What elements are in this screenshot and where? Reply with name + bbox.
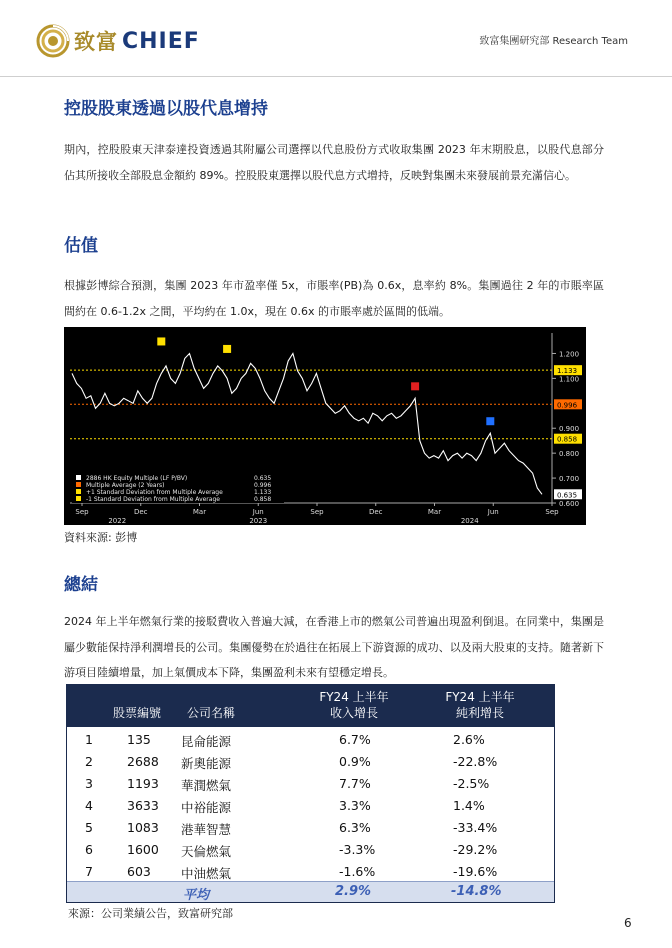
logo-text-cn: 致富 [74, 29, 118, 54]
legend-swatch [76, 475, 81, 480]
cell-code: 603 [127, 864, 151, 879]
x-tick-label: Sep [310, 508, 324, 516]
event-marker [486, 417, 494, 425]
legend-value: 1.133 [254, 489, 272, 496]
cell-revenue: 0.9% [339, 754, 371, 769]
logo-swirl-icon [36, 24, 70, 58]
table-row [67, 773, 554, 795]
x-year-label: 2022 [108, 517, 127, 525]
average-revenue: 2.9% [335, 884, 372, 899]
cell-profit: 2.6% [453, 732, 485, 747]
average-profit: -14.8% [451, 884, 502, 899]
section-paragraph-summary: 2024 年上半年燃氣行業的接駁費收入普遍大減，在香港上市的燃氣公司普遍出現盈利倒退。在同業中，集團是屬少數能保持淨利潤增長的公司。集團優勢在於過往在拓展上下游資源的成功、以及兩大股東的支持。隨著新下游項目陸續增量，加上氣價成本下降，集團盈利未來有望穩定增長。 [64, 615, 604, 679]
x-tick-label: Jun [487, 508, 499, 516]
cell-profit: -29.2% [453, 842, 498, 857]
table-row [67, 861, 554, 883]
table-average-row [67, 881, 554, 902]
cell-name: 中裕能源 [181, 800, 232, 815]
average-label: 平均 [183, 888, 210, 903]
cell-no: 7 [85, 864, 93, 879]
cell-name: 華潤燃氣 [181, 778, 232, 793]
x-tick-label: Mar [427, 508, 442, 516]
section-title-shareholder: 控股股東透過以股代息增持 [64, 99, 268, 119]
last-value-label: 0.635 [557, 491, 578, 500]
y-tick-label: 0.900 [559, 425, 580, 434]
cell-name: 昆侖能源 [181, 734, 232, 749]
table-row [67, 817, 554, 839]
x-tick-label: Jun [252, 508, 264, 516]
cell-code: 2688 [127, 754, 159, 769]
cell-code: 1600 [127, 842, 159, 857]
cell-profit: 1.4% [453, 798, 485, 813]
cell-code: 1083 [127, 820, 159, 835]
company-logo [36, 24, 200, 58]
y-tick-label: 1.200 [559, 350, 580, 359]
cell-name: 新奧能源 [181, 756, 232, 771]
legend-label: +1 Standard Deviation from Multiple Average [86, 489, 223, 496]
cell-revenue: -1.6% [339, 864, 376, 879]
reference-label: 0.996 [557, 401, 578, 410]
y-tick-label: 0.600 [559, 500, 580, 508]
x-year-label: 2023 [249, 517, 268, 525]
table-row [67, 751, 554, 773]
cell-profit: -33.4% [453, 820, 498, 835]
cell-revenue: 6.7% [339, 732, 371, 747]
cell-code: 135 [127, 732, 151, 747]
cell-no: 6 [85, 842, 93, 857]
section-paragraph-shareholder: 期內，控股股東天津泰達投資透過其附屬公司選擇以代息股份方式收取集團 2023 年末期股息，以股代息部分佔其所接收全部股息金額約 89%。控股股東選擇以股代息方式增持，反映對集團未來發展前景充滿信心。 [64, 143, 604, 182]
legend-swatch [76, 482, 81, 487]
x-tick-label: Sep [545, 508, 559, 516]
cell-no: 5 [85, 820, 93, 835]
cell-no: 1 [85, 732, 93, 747]
header-team-label: 致富集團研究部 Research Team [479, 36, 628, 47]
cell-revenue: 6.3% [339, 820, 371, 835]
table-row [67, 839, 554, 861]
cell-no: 4 [85, 798, 93, 813]
cell-name: 中油燃氣 [181, 866, 232, 881]
header-divider [0, 76, 672, 77]
event-marker [157, 337, 165, 345]
header-code: 股票編號 [112, 706, 161, 720]
x-year-label: 2024 [460, 517, 479, 525]
pb-band-chart [64, 327, 586, 525]
table-row [67, 795, 554, 817]
peer-comparison-table [66, 684, 555, 903]
legend-swatch [76, 489, 81, 494]
header-name: 公司名稱 [186, 706, 235, 720]
table-source: 來源：公司業績公告，致富研究部 [68, 907, 233, 920]
legend-value: 0.635 [254, 475, 272, 482]
cell-revenue: 3.3% [339, 798, 371, 813]
cell-name: 天倫燃氣 [181, 844, 232, 859]
cell-name: 港華智慧 [181, 822, 232, 837]
cell-profit: -19.6% [453, 864, 498, 879]
x-tick-label: Dec [133, 508, 148, 516]
event-marker [411, 382, 419, 390]
cell-no: 2 [85, 754, 93, 769]
cell-profit: -2.5% [453, 776, 490, 791]
cell-revenue: -3.3% [339, 842, 376, 857]
section-paragraph-valuation: 根據彭博綜合預測，集團 2023 年市盈率僅 5x，市賬率(PB)為 0.6x，息率約 8%。集團過往 2 年的市賬率區間約在 0.6-1.2x 之間，平均約在 1.0x，現在 0.6x 的市賬率處於區間的低端。 [64, 279, 604, 318]
y-tick-label: 0.700 [559, 475, 580, 484]
x-tick-label: Dec [368, 508, 383, 516]
legend-value: 0.858 [254, 496, 272, 503]
x-tick-label: Mar [192, 508, 207, 516]
chart-source: 資料來源: 彭博 [64, 531, 138, 544]
event-marker [223, 345, 231, 353]
cell-code: 3633 [127, 798, 159, 813]
legend-label: Multiple Average (2 Years) [86, 482, 165, 489]
cell-profit: -22.8% [453, 754, 498, 769]
section-title-valuation: 估值 [64, 236, 98, 256]
reference-label: 1.133 [557, 367, 578, 376]
page-header [0, 0, 672, 78]
legend-label: 2886 HK Equity Multiple (LF P/BV) [86, 475, 188, 482]
cell-code: 1193 [127, 776, 159, 791]
legend-label: -1 Standard Deviation from Multiple Average [86, 496, 220, 503]
cell-revenue: 7.7% [339, 776, 371, 791]
y-tick-label: 0.800 [559, 450, 580, 459]
cell-no: 3 [85, 776, 93, 791]
header-profit: FY24 上半年 純利增長 [445, 690, 515, 720]
x-tick-label: Sep [75, 508, 89, 516]
logo-text-en: CHIEF [122, 28, 200, 54]
section-title-summary: 總結 [64, 575, 98, 595]
legend-value: 0.996 [254, 482, 272, 489]
y-tick-label: 1.100 [559, 375, 580, 384]
legend-swatch [76, 496, 81, 501]
chart-svg [64, 327, 586, 525]
page-number: 6 [624, 916, 632, 930]
table-header [67, 685, 554, 727]
table-row [67, 729, 554, 751]
reference-label: 0.858 [557, 435, 578, 444]
header-revenue: FY24 上半年 收入增長 [319, 690, 389, 720]
